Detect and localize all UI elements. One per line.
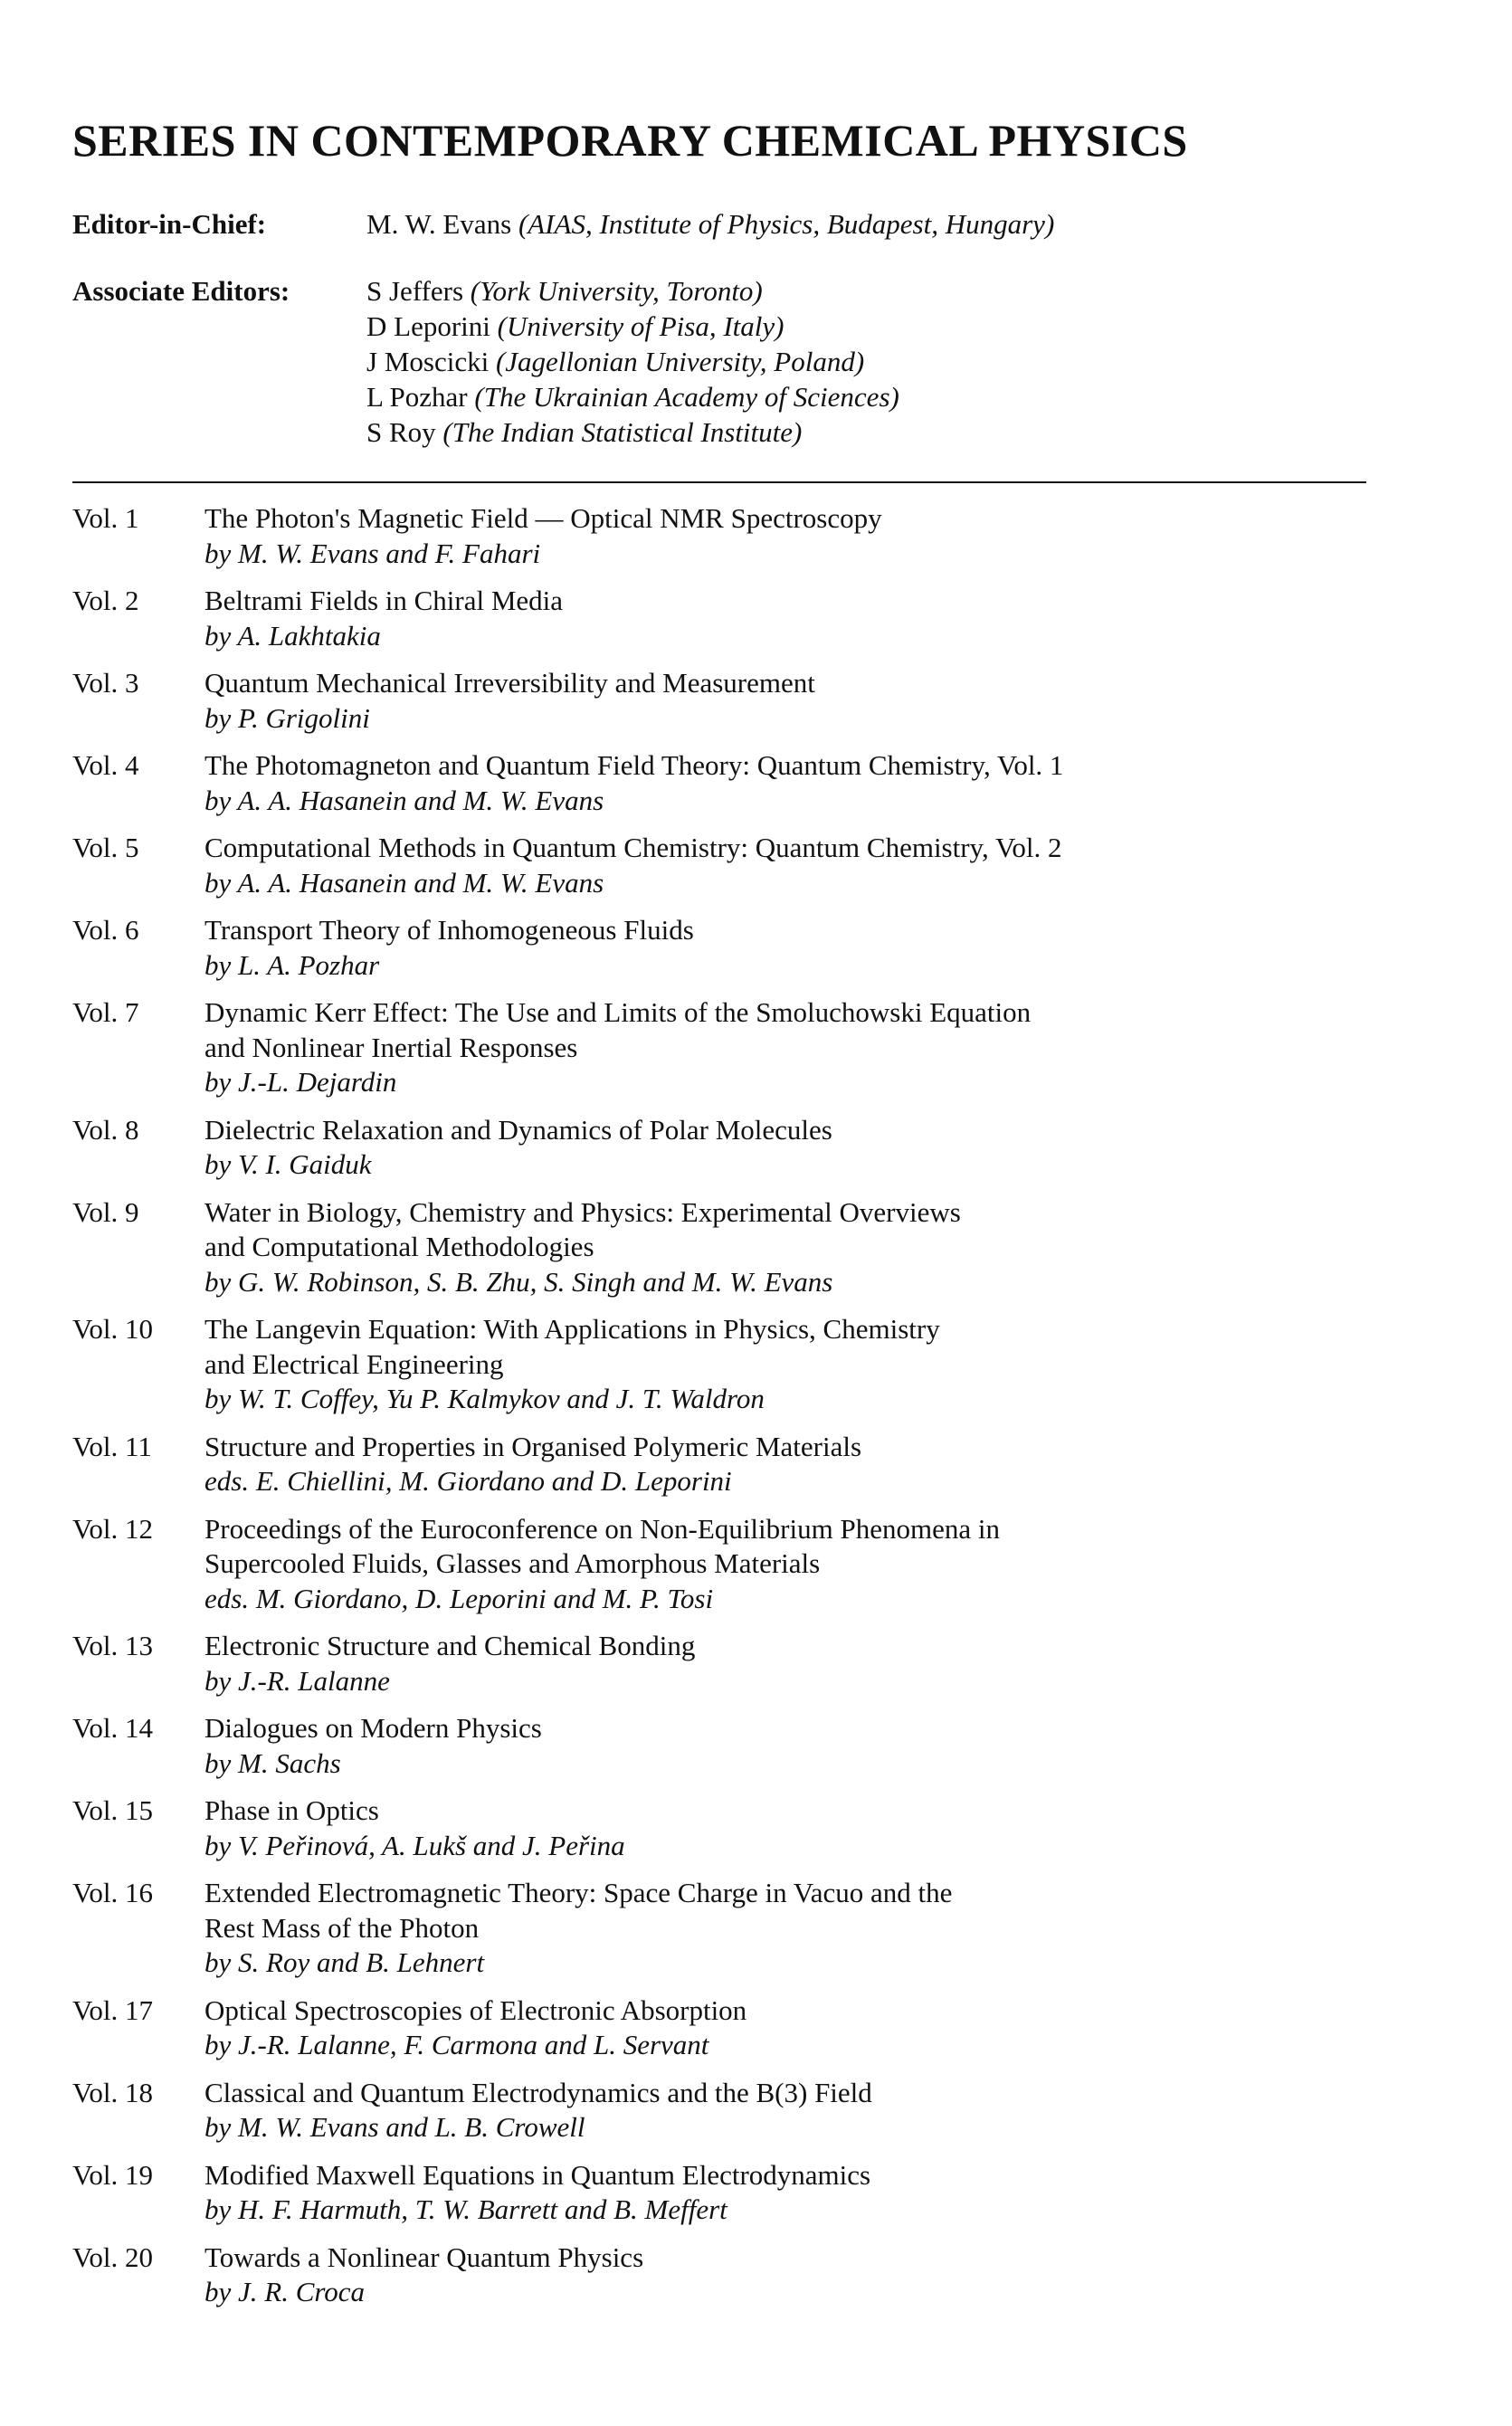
volume-entry bbox=[72, 501, 1375, 571]
volume-authors: by A. A. Hasanein and M. W. Evans bbox=[204, 784, 604, 816]
volume-details bbox=[204, 584, 1375, 653]
volume-details bbox=[204, 1629, 1375, 1698]
volume-authors: by M. Sachs bbox=[204, 1746, 341, 1779]
volume-title-line: Dynamic Kerr Effect: The Use and Limits of the Smoluchowski Equation bbox=[204, 996, 1032, 1028]
volume-details bbox=[204, 1793, 1375, 1863]
volume-title-line: Water in Biology, Chemistry and Physics: Experimental Overviews bbox=[204, 1195, 961, 1228]
volume-title-line: The Photomagneton and Quantum Field Theory: Quantum Chemistry, Vol. 1 bbox=[204, 749, 1064, 781]
volume-details bbox=[204, 995, 1375, 1100]
volume-details bbox=[204, 831, 1375, 900]
volume-title-line: Transport Theory of Inhomogeneous Fluids bbox=[204, 914, 694, 946]
volume-authors: by A. Lakhtakia bbox=[204, 619, 381, 652]
volume-title-line: Rest Mass of the Photon bbox=[204, 1911, 480, 1944]
volume-number: Vol. 9 bbox=[72, 1195, 139, 1228]
volume-authors: by H. F. Harmuth, T. W. Barrett and B. Meffert bbox=[204, 2193, 727, 2225]
volume-details bbox=[204, 2240, 1375, 2310]
volume-entry bbox=[72, 748, 1375, 818]
associate-editor bbox=[366, 379, 1375, 414]
volume-authors: by M. W. Evans and L. B. Crowell bbox=[204, 2111, 585, 2143]
volume-entry bbox=[72, 2076, 1375, 2145]
volume-details bbox=[204, 1312, 1375, 1417]
volume-title-line: Structure and Properties in Organised Polymeric Materials bbox=[204, 1430, 862, 1462]
volume-authors: by G. W. Robinson, S. B. Zhu, S. Singh and M. W. Evans bbox=[204, 1265, 833, 1298]
associate-editor-name: D Leporini bbox=[366, 310, 490, 342]
volume-entry bbox=[72, 1793, 1375, 1863]
volume-authors: by A. A. Hasanein and M. W. Evans bbox=[204, 866, 604, 899]
volume-number: Vol. 20 bbox=[72, 2240, 154, 2273]
volume-authors: by J. R. Croca bbox=[204, 2276, 366, 2307]
volume-number: Vol. 13 bbox=[72, 1630, 154, 1661]
associate-editors-list bbox=[366, 273, 1375, 450]
volume-number: Vol. 18 bbox=[72, 2076, 154, 2108]
volume-number: Vol. 15 bbox=[72, 1794, 154, 1826]
volume-number: Vol. 5 bbox=[72, 832, 139, 863]
volume-authors: by V. Peřinová, A. Lukš and J. Peřina bbox=[204, 1829, 625, 1861]
volume-title-line: Classical and Quantum Electrodynamics and the B(3) Field bbox=[204, 2076, 872, 2108]
volume-title-line: and Nonlinear Inertial Responses bbox=[204, 1031, 578, 1063]
volume-authors: by V. I. Gaiduk bbox=[204, 1148, 372, 1180]
volume-number: Vol. 1 bbox=[72, 502, 139, 534]
associate-editor-affiliation: (York University, Toronto) bbox=[470, 275, 763, 307]
volume-number: Vol. 7 bbox=[72, 996, 139, 1028]
volume-entry bbox=[72, 913, 1375, 983]
volume-number: Vol. 10 bbox=[72, 1313, 154, 1345]
volume-authors: by W. T. Coffey, Yu P. Kalmykov and J. T. Waldron bbox=[204, 1383, 765, 1414]
volume-authors: by J.-R. Lalanne bbox=[204, 1664, 390, 1697]
associate-editor-affiliation: (The Indian Statistical Institute) bbox=[442, 416, 803, 448]
volume-details bbox=[204, 748, 1375, 818]
volume-title-line: Towards a Nonlinear Quantum Physics bbox=[204, 2240, 644, 2273]
volume-entry bbox=[72, 1312, 1375, 1417]
associate-editor-name: S Jeffers bbox=[366, 275, 464, 307]
editor-affiliation: (AIAS, Institute of Physics, Budapest, Hungary) bbox=[518, 208, 1055, 240]
volume-title-line: The Langevin Equation: With Applications in Physics, Chemistry bbox=[204, 1313, 940, 1345]
volume-number: Vol. 6 bbox=[72, 914, 139, 946]
volume-number: Vol. 4 bbox=[72, 749, 139, 781]
volume-entry bbox=[72, 2240, 1375, 2310]
associate-editor bbox=[366, 344, 1375, 379]
volume-entry bbox=[72, 1876, 1375, 1981]
volume-title-line: Computational Methods in Quantum Chemistry: Quantum Chemistry, Vol. 2 bbox=[204, 832, 1062, 863]
volume-title-line: Electronic Structure and Chemical Bonding bbox=[204, 1630, 696, 1661]
volume-title-line: and Electrical Engineering bbox=[204, 1347, 504, 1380]
editor-line bbox=[366, 206, 1375, 242]
volume-number: Vol. 2 bbox=[72, 585, 139, 616]
volume-title-line: Dielectric Relaxation and Dynamics of Polar Molecules bbox=[204, 1113, 832, 1146]
volume-number: Vol. 16 bbox=[72, 1877, 154, 1908]
volume-entry bbox=[72, 995, 1375, 1100]
associate-editor-name: L Pozhar bbox=[366, 381, 468, 413]
series-page bbox=[72, 115, 1375, 2323]
associate-editor bbox=[366, 309, 1375, 344]
volume-title-line: Beltrami Fields in Chiral Media bbox=[204, 585, 564, 616]
volume-authors: by J.-R. Lalanne, F. Carmona and L. Servant bbox=[204, 2029, 709, 2060]
volume-details bbox=[204, 1430, 1375, 1499]
associate-editors-label: Associate Editors: bbox=[72, 275, 290, 307]
volume-details bbox=[204, 2158, 1375, 2228]
volume-authors: eds. M. Giordano, D. Leporini and M. P. Tosi bbox=[204, 1582, 714, 1614]
volume-entry bbox=[72, 1113, 1375, 1183]
volume-number: Vol. 14 bbox=[72, 1712, 154, 1744]
associate-editor bbox=[366, 273, 1375, 309]
volume-entry bbox=[72, 666, 1375, 736]
volume-number: Vol. 17 bbox=[72, 1993, 154, 2026]
associate-editor-name: J Moscicki bbox=[366, 346, 490, 377]
volume-entry bbox=[72, 1430, 1375, 1499]
volume-title-line: Dialogues on Modern Physics bbox=[204, 1712, 542, 1744]
associate-editor-affiliation: (University of Pisa, Italy) bbox=[497, 310, 785, 342]
volume-entry bbox=[72, 1711, 1375, 1781]
volume-title-line: Optical Spectroscopies of Electronic Absorption bbox=[204, 1993, 747, 2026]
volume-entry bbox=[72, 1629, 1375, 1698]
volume-number: Vol. 11 bbox=[72, 1430, 152, 1462]
volume-entry bbox=[72, 831, 1375, 900]
associate-editors-row bbox=[72, 273, 1375, 450]
volume-details bbox=[204, 1113, 1375, 1183]
volume-details bbox=[204, 1711, 1375, 1781]
series-title: SERIES IN CONTEMPORARY CHEMICAL PHYSICS bbox=[72, 115, 1188, 166]
volume-entry bbox=[72, 1512, 1375, 1617]
volume-authors: by L. A. Pozhar bbox=[204, 948, 380, 981]
volume-details bbox=[204, 1195, 1375, 1300]
editor-in-chief-label: Editor-in-Chief: bbox=[72, 208, 267, 240]
volume-authors: by P. Grigolini bbox=[204, 701, 370, 734]
volume-number: Vol. 19 bbox=[72, 2158, 154, 2191]
editor-in-chief-value bbox=[366, 206, 1375, 242]
volume-details bbox=[204, 1876, 1375, 1981]
volume-authors: eds. E. Chiellini, M. Giordano and D. Leporini bbox=[204, 1465, 732, 1497]
volume-entry bbox=[72, 1195, 1375, 1300]
volume-details bbox=[204, 666, 1375, 736]
volume-details bbox=[204, 501, 1375, 571]
volume-title-line: Modified Maxwell Equations in Quantum Electrodynamics bbox=[204, 2158, 871, 2191]
volume-title-line: Phase in Optics bbox=[204, 1794, 379, 1826]
volume-title-line: and Computational Methodologies bbox=[204, 1231, 594, 1262]
volume-authors: by S. Roy and B. Lehnert bbox=[204, 1946, 485, 1978]
editor-in-chief-row bbox=[72, 206, 1375, 242]
volume-title-line: Quantum Mechanical Irreversibility and Measurement bbox=[204, 667, 815, 699]
editors-block bbox=[72, 206, 1375, 450]
volume-entry bbox=[72, 584, 1375, 653]
volume-details bbox=[204, 2076, 1375, 2145]
volume-title-line: Extended Electromagnetic Theory: Space Charge in Vacuo and the bbox=[204, 1877, 953, 1908]
associate-editor-name: S Roy bbox=[366, 416, 436, 448]
volume-details bbox=[204, 1993, 1375, 2063]
editor-name: M. W. Evans bbox=[366, 208, 512, 240]
volume-number: Vol. 12 bbox=[72, 1512, 154, 1545]
volume-entry bbox=[72, 1993, 1375, 2063]
volume-details bbox=[204, 1512, 1375, 1617]
volume-entry bbox=[72, 2158, 1375, 2228]
associate-editor-affiliation: (The Ukrainian Academy of Sciences) bbox=[474, 381, 899, 413]
volume-number: Vol. 8 bbox=[72, 1113, 139, 1146]
volume-authors: by M. W. Evans and F. Fahari bbox=[204, 537, 541, 569]
divider-rule bbox=[72, 481, 1366, 483]
volume-authors: by J.-L. Dejardin bbox=[204, 1066, 397, 1098]
volume-title-line: The Photon's Magnetic Field — Optical NMR Spectroscopy bbox=[204, 502, 882, 534]
associate-editor-affiliation: (Jagellonian University, Poland) bbox=[495, 346, 865, 377]
volume-number: Vol. 3 bbox=[72, 667, 139, 699]
volume-details bbox=[204, 913, 1375, 983]
volume-title-line: Supercooled Fluids, Glasses and Amorphous Materials bbox=[204, 1547, 821, 1579]
volume-title-line: Proceedings of the Euroconference on Non-Equilibrium Phenomena in bbox=[204, 1512, 1000, 1545]
volume-list bbox=[72, 501, 1375, 2310]
associate-editor bbox=[366, 414, 1375, 450]
